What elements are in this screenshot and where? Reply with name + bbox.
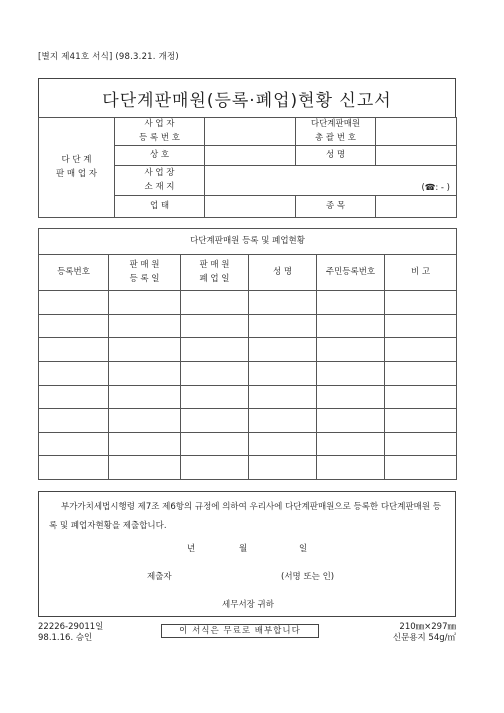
date-year-label: 년 <box>187 544 196 554</box>
manager-no-field[interactable] <box>376 118 457 146</box>
table-cell[interactable] <box>317 409 385 433</box>
table-cell[interactable] <box>249 432 317 456</box>
table-cell[interactable] <box>249 338 317 362</box>
table-row <box>39 314 457 338</box>
table-cell[interactable] <box>385 314 457 338</box>
item-field[interactable] <box>376 196 457 218</box>
date-day-label: 일 <box>299 544 308 554</box>
table-cell[interactable] <box>181 432 249 456</box>
table-cell[interactable] <box>317 291 385 315</box>
table-cell[interactable] <box>39 338 109 362</box>
addressee-label: 세무서장 귀하 <box>222 600 274 610</box>
table-cell[interactable] <box>39 456 109 480</box>
table-cell[interactable] <box>249 456 317 480</box>
item-label: 종 목 <box>296 196 376 218</box>
table-cell[interactable] <box>109 385 181 409</box>
table-cell[interactable] <box>317 362 385 386</box>
status-section <box>38 228 456 480</box>
table-cell[interactable] <box>385 432 457 456</box>
table-cell[interactable] <box>109 432 181 456</box>
business-no-field[interactable] <box>205 118 296 146</box>
table-cell[interactable] <box>39 385 109 409</box>
business-type-label: 업 태 <box>115 196 205 218</box>
table-cell[interactable] <box>385 409 457 433</box>
address-label: 사 업 장 소 재 지 <box>115 166 205 196</box>
table-cell[interactable] <box>249 314 317 338</box>
statement-box <box>38 491 456 617</box>
table-cell[interactable] <box>317 456 385 480</box>
business-type-field[interactable] <box>205 196 296 218</box>
table-cell[interactable] <box>39 409 109 433</box>
table-row <box>39 385 457 409</box>
table-cell[interactable] <box>109 409 181 433</box>
table-cell[interactable] <box>39 432 109 456</box>
table-cell[interactable] <box>109 338 181 362</box>
applicant-group-label: 다 단 계 판 매 업 자 <box>39 118 115 218</box>
table-cell[interactable] <box>317 432 385 456</box>
table-row <box>39 432 457 456</box>
table-row <box>39 291 457 315</box>
col-close-date: 판 매 원 폐 업 일 <box>181 255 249 291</box>
col-rrn: 주민등록번호 <box>317 255 385 291</box>
table-row <box>39 456 457 480</box>
col-reg-date: 판 매 원 등 록 일 <box>109 255 181 291</box>
table-cell[interactable] <box>181 456 249 480</box>
table-cell[interactable] <box>39 314 109 338</box>
signature-label: (서명 또는 인) <box>281 572 335 582</box>
manager-no-label: 다단계판매원 총 괄 번 호 <box>296 118 376 146</box>
status-heading: 다단계판매원 등록 및 폐업현황 <box>39 229 457 255</box>
approval-code: 22226-29011일 98.1.16. 승인 <box>38 622 104 643</box>
table-cell[interactable] <box>181 291 249 315</box>
form-reference: [별지 제41호 서식] (98.3.21. 개정) <box>38 52 179 62</box>
table-cell[interactable] <box>317 314 385 338</box>
table-cell[interactable] <box>317 385 385 409</box>
table-cell[interactable] <box>181 362 249 386</box>
col-remarks: 비 고 <box>385 255 457 291</box>
status-rows <box>39 291 457 480</box>
name-label: 성 명 <box>296 146 376 166</box>
table-cell[interactable] <box>181 385 249 409</box>
table-row <box>39 362 457 386</box>
table-cell[interactable] <box>249 409 317 433</box>
table-cell[interactable] <box>109 291 181 315</box>
paper-spec: 210㎜×297㎜ 신문용지 54g/㎡ <box>392 622 456 643</box>
table-cell[interactable] <box>181 338 249 362</box>
phone-field: (☎: - ) <box>421 182 450 193</box>
table-cell[interactable] <box>385 362 457 386</box>
table-cell[interactable] <box>109 456 181 480</box>
applicant-section <box>38 117 456 217</box>
table-cell[interactable] <box>109 362 181 386</box>
table-cell[interactable] <box>181 409 249 433</box>
table-cell[interactable] <box>39 291 109 315</box>
table-cell[interactable] <box>385 338 457 362</box>
table-cell[interactable] <box>249 291 317 315</box>
trade-name-field[interactable] <box>205 146 296 166</box>
table-cell[interactable] <box>317 338 385 362</box>
trade-name-label: 상 호 <box>115 146 205 166</box>
table-cell[interactable] <box>249 385 317 409</box>
name-field[interactable] <box>376 146 457 166</box>
table-cell[interactable] <box>249 362 317 386</box>
submitter-label: 제출자 <box>147 572 172 582</box>
free-distribution-notice: 이 서식은 무료로 배부합니다 <box>161 624 319 638</box>
table-cell[interactable] <box>385 291 457 315</box>
table-cell[interactable] <box>385 385 457 409</box>
col-name: 성 명 <box>249 255 317 291</box>
date-month-label: 월 <box>239 544 248 554</box>
statement-text: 부가가치세법시행령 제7조 제6항의 규정에 의하여 우리사에 다단계판매원으로 등록한 다단계판매원 등록 및 폐업자현황을 제출합니다. <box>49 502 441 531</box>
business-no-label: 사 업 자 등 록 번 호 <box>115 118 205 146</box>
form-title: 다단계판매원(등록·폐업)현황 신고서 <box>102 90 392 111</box>
table-cell[interactable] <box>181 314 249 338</box>
table-cell[interactable] <box>109 314 181 338</box>
address-field[interactable] <box>205 166 457 196</box>
col-reg-no: 등록번호 <box>39 255 109 291</box>
table-cell[interactable] <box>39 362 109 386</box>
table-row <box>39 409 457 433</box>
table-row <box>39 338 457 362</box>
table-cell[interactable] <box>385 456 457 480</box>
